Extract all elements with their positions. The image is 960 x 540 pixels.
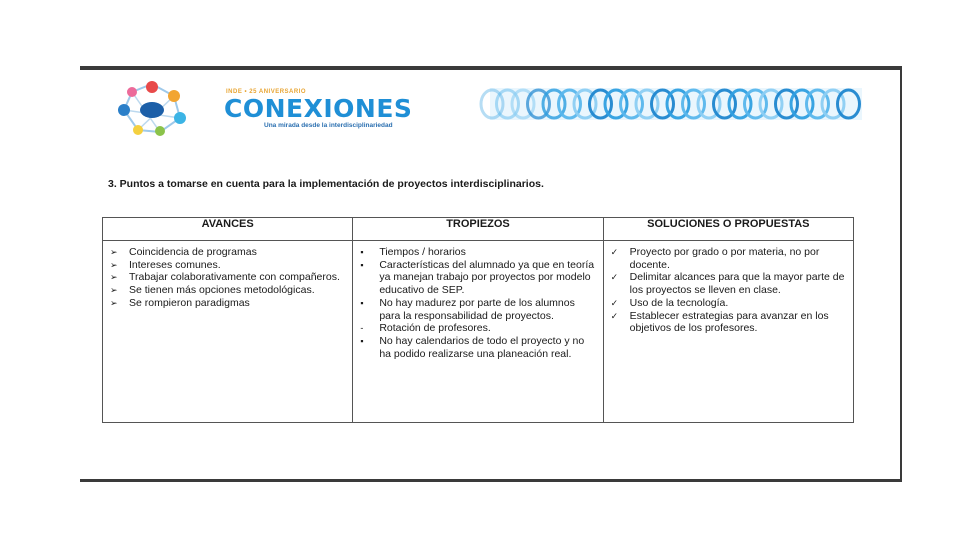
implementation-table: [102, 217, 854, 423]
list-item: ✓ Uso de la tecnología.: [610, 296, 729, 309]
list-item: ➢ Intereses comunes.: [110, 258, 221, 271]
logo-tagline: Una mirada desde la interdisciplinariedad: [264, 122, 393, 129]
list-item: ✓ Delimitar alcances para que la mayor parte de los proyectos se lleven en clase.: [610, 271, 845, 297]
decorative-chain-banner: [476, 84, 862, 124]
cell-soluciones: [603, 241, 853, 423]
checkmark-bullet-icon: ✓: [610, 272, 619, 283]
document-page: [80, 66, 902, 482]
arrow-bullet-icon: ➢: [110, 259, 118, 270]
list-item: ▪ No hay madurez por parte de los alumnos para la responsabilidad de proyectos.: [360, 296, 575, 322]
header-soluciones: SOLUCIONES O PROPUESTAS: [603, 218, 853, 241]
list-item: ▪ No hay calendarios de todo el proyecto y no ha podido realizarse una planeación real.: [360, 334, 585, 360]
soluciones-list: [608, 246, 849, 335]
square-bullet-icon: ▪: [360, 259, 364, 270]
header-avances: AVANCES: [103, 218, 353, 241]
list-item: ➢ Trabajar colaborativamente con compañeros.: [110, 271, 340, 284]
dash-bullet-icon: -: [360, 323, 364, 334]
square-bullet-icon: ▪: [360, 297, 364, 308]
arrow-bullet-icon: ➢: [110, 272, 118, 283]
list-item: ✓ Proyecto por grado o por materia, no por docente.: [610, 246, 820, 271]
list-item: ✓ Establecer estrategias para avanzar en los objetivos de los profesores.: [610, 309, 829, 335]
cell-tropiezos: [353, 241, 603, 423]
list-item: ▪ Tiempos / horarios: [360, 246, 466, 258]
checkmark-bullet-icon: ✓: [610, 297, 619, 308]
network-logo-icon: [116, 80, 188, 136]
checkmark-bullet-icon: ✓: [610, 247, 619, 257]
arrow-bullet-icon: ➢: [110, 247, 118, 257]
cell-avances: [103, 241, 353, 423]
square-bullet-icon: ▪: [360, 247, 364, 257]
avances-list: [107, 246, 348, 310]
header-tropiezos: TROPIEZOS: [353, 218, 603, 241]
arrow-bullet-icon: ➢: [110, 297, 118, 308]
logo-top-text: INDE • 25 ANIVERSARIO: [226, 89, 307, 95]
logo-wordmark: CONEXIONES: [224, 94, 413, 123]
list-item: ▪ Características del alumnado ya que en teoría ya manejan trabajo por proyectos por modelo educativo de SEP.: [360, 258, 595, 297]
list-item: ➢ Se rompieron paradigmas: [110, 296, 250, 309]
list-item: - Rotación de profesores.: [360, 322, 491, 335]
square-bullet-icon: ▪: [360, 335, 364, 346]
list-item: ➢ Coincidencia de programas: [110, 246, 257, 258]
list-item: ➢ Se tienen más opciones metodológicas.: [110, 284, 315, 297]
checkmark-bullet-icon: ✓: [610, 310, 619, 321]
conexiones-logo: [116, 78, 413, 136]
arrow-bullet-icon: ➢: [110, 285, 118, 296]
tropiezos-list: [357, 246, 598, 360]
section-title: 3. Puntos a tomarse en cuenta para la implementación de proyectos interdisciplinarios.: [108, 178, 544, 190]
